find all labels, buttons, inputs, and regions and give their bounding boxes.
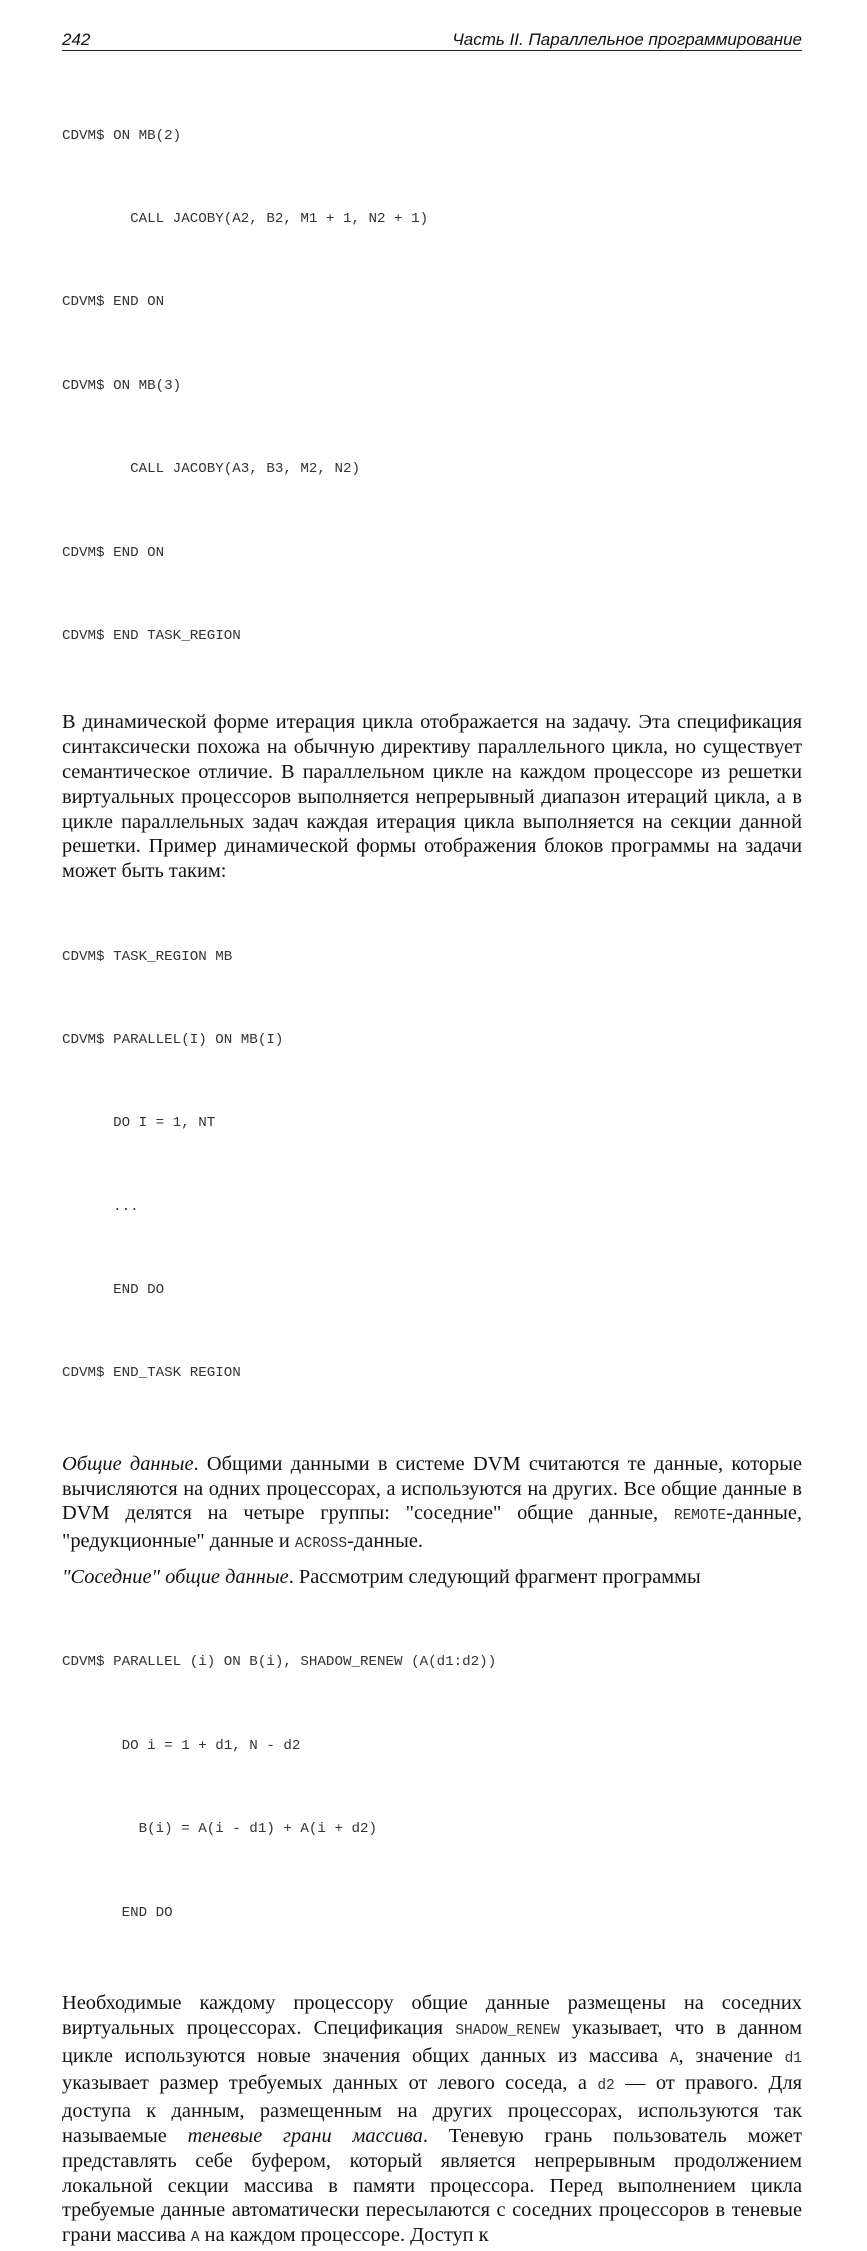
code-line: CDVM$ END ON (62, 294, 165, 311)
code-line: ... (62, 1198, 139, 1215)
inline-code-remote: REMOTE (673, 1508, 727, 1525)
page-number: 242 (62, 30, 91, 49)
running-title: Часть II. Параллельное программирование (452, 30, 802, 49)
inline-code-shadow-renew: SHADOW_RENEW (455, 2022, 560, 2039)
inline-code-d1: d1 (784, 2050, 802, 2067)
code-line: B(i) = A(i - d1) + A(i + d2) (62, 1821, 378, 1838)
text-fragment: . Общими данными в системе DVM считаются те данные, которые вычисляются на одних процессорах, а используются на других. Все общие данные в DVM делятся на четыре группы: "соседние" общие данные, (62, 1452, 802, 1525)
term-shared-data: Общие данные (62, 1452, 194, 1475)
paragraph-neighbor-data (62, 1565, 802, 1590)
text-fragment: , значение (678, 2044, 785, 2067)
code-listing-2 (62, 888, 802, 1444)
page-header (62, 28, 802, 51)
paragraph-shared-data (62, 1452, 802, 1557)
paragraph-dynamic-form: В динамической форме итерация цикла отображается на задачу. Эта спецификация синтаксически похожа на обычную директиву параллельного цикла, но существует семантическое отличие. В параллельном цикле на каждом процессоре из решетки виртуальных процессоров выполняется непрерывный диапазон итераций цикла, а в цикле параллельных задач каждая итерация цикла выполняется на секции данной решетки. Пример динамической формы отображения блоков программы на задачи может быть таким: (62, 711, 802, 883)
code-line: DO i = 1 + d1, N - d2 (62, 1737, 301, 1754)
code-line: END DO (62, 1282, 165, 1299)
paragraph-shadow-renew (62, 1991, 802, 2251)
code-line: CDVM$ ON MB(2) (62, 127, 182, 144)
text-fragment: указывает размер требуемых данных от левого соседа, а (62, 2072, 598, 2095)
code-line: CDVM$ TASK_REGION MB (62, 948, 233, 965)
code-line: CDVM$ PARALLEL (i) ON B(i), SHADOW_RENEW (A(d1:d2)) (62, 1654, 497, 1671)
code-line: CDVM$ ON MB(3) (62, 377, 182, 394)
code-line: CALL JACOBY(A3, B3, M2, N2) (62, 461, 360, 478)
code-line: CDVM$ PARALLEL(I) ON MB(I) (62, 1031, 284, 1048)
inline-code-across: ACROSS (294, 1536, 348, 1553)
inline-code-a: A (190, 2230, 200, 2247)
text-fragment: Необходимые каждому процессору общие данные размещены на соседних виртуальных процессорах. Спецификация (62, 1991, 802, 2039)
code-line: CDVM$ END_TASK REGION (62, 1365, 241, 1382)
book-page (62, 28, 802, 2251)
code-line: DO I = 1, NT (62, 1115, 216, 1132)
code-line: CDVM$ END TASK_REGION (62, 627, 241, 644)
code-line: CDVM$ END ON (62, 544, 165, 561)
text-fragment: — от правого. Для доступа к данным, размещенным на других процессорах, используются так называемые (62, 2072, 802, 2147)
inline-code-d2: d2 (597, 2078, 615, 2095)
text-fragment: -данные. (347, 1530, 424, 1553)
term-neighbor-data: "Соседние" общие данные (62, 1566, 289, 1589)
code-listing-3 (62, 1594, 802, 1983)
inline-code-a: A (669, 2050, 679, 2067)
text-fragment: указывает, что в данном цикле используются новые значения общих данных из массива (62, 2016, 802, 2067)
code-line: CALL JACOBY(A2, B2, M1 + 1, N2 + 1) (62, 210, 429, 227)
code-line: END DO (62, 1904, 173, 1921)
text-fragment: на каждом процессоре. Доступ к (199, 2224, 489, 2247)
text-fragment: . Теневую грань пользователь может представлять себе буфером, который является непрерывным продолжением локальной секции массива в памяти процессора. Перед выполнением цикла требуемые данные автоматически пересылаются с соседних процессоров в теневые грани массива (62, 2124, 802, 2247)
code-listing-1 (62, 67, 802, 706)
text-fragment: . Рассмотрим следующий фрагмент программы (288, 1566, 701, 1589)
text-fragment: -данные, "редукционные" данные и (62, 1502, 802, 1553)
term-shadow-faces: теневые грани массива (187, 2124, 423, 2147)
